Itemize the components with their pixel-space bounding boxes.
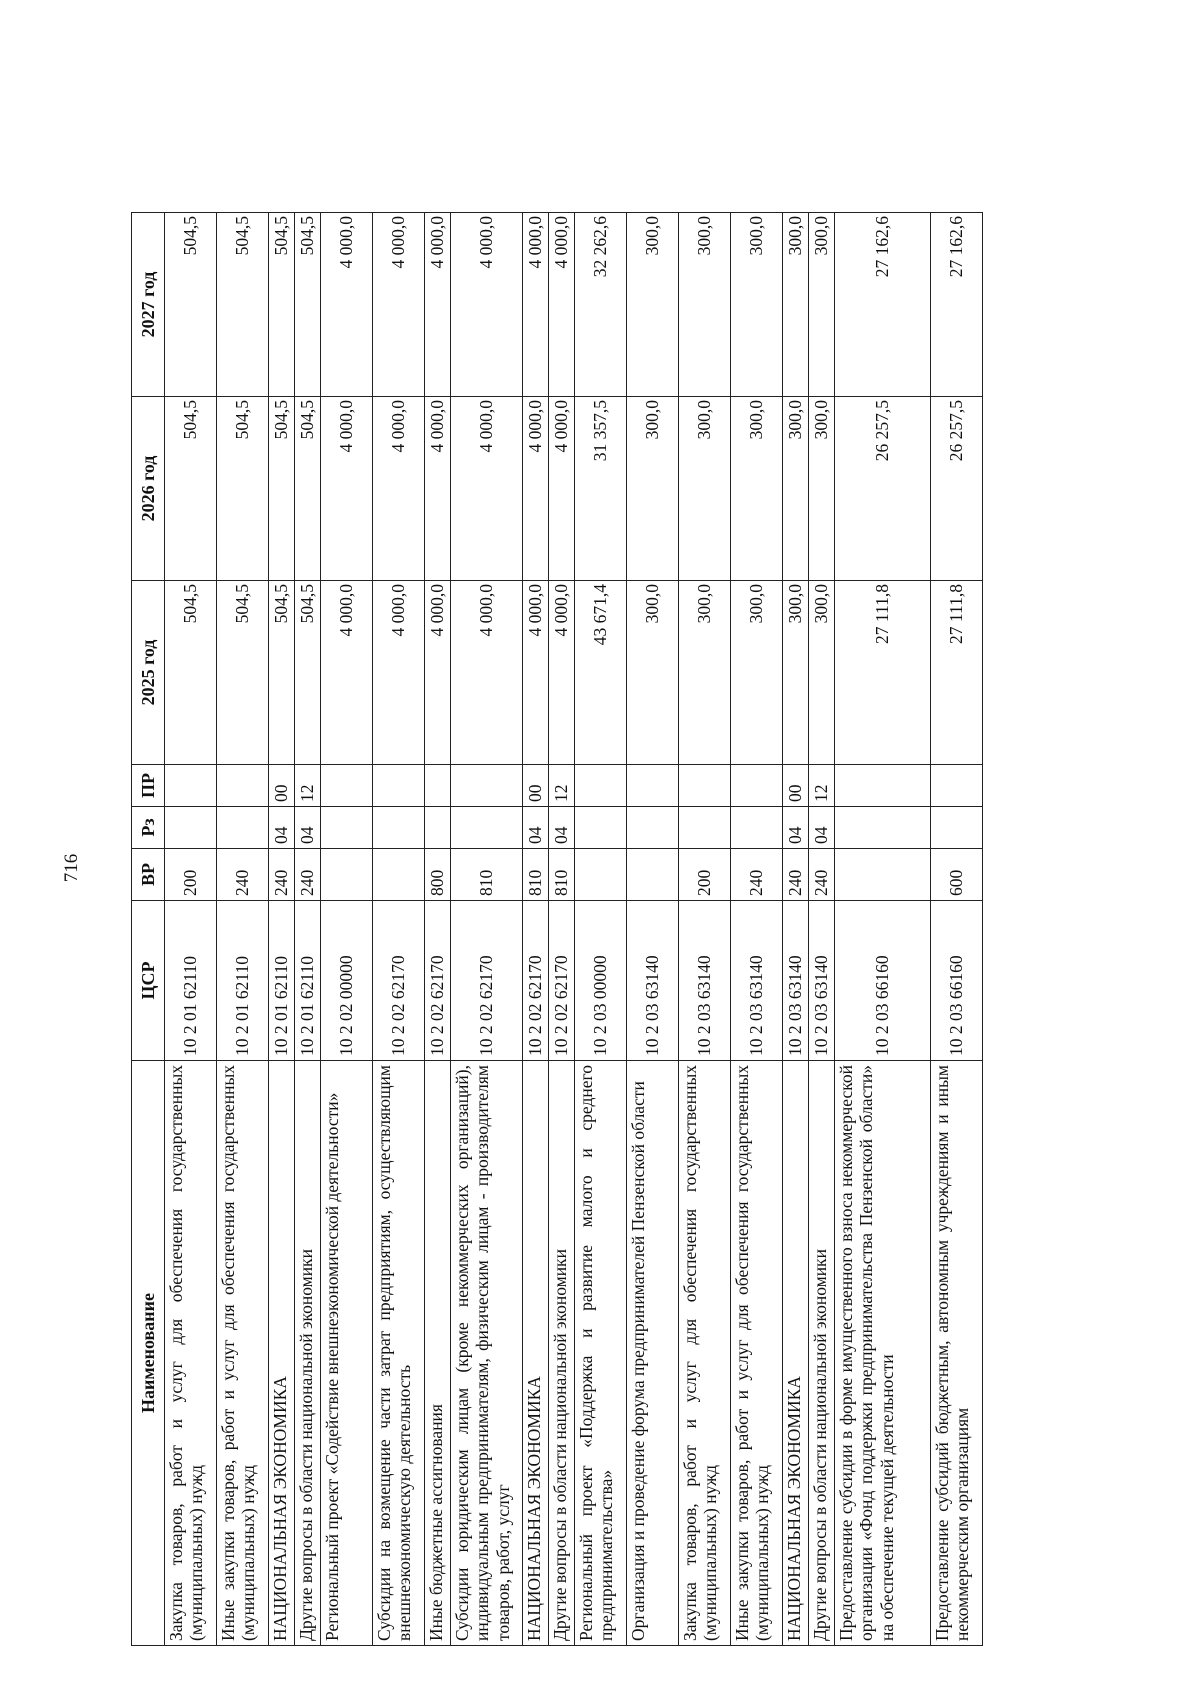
cell-csr: 10 2 02 00000 — [321, 901, 373, 1061]
cell-2026: 31 357,5 — [575, 397, 627, 581]
header-csr: ЦСР — [132, 901, 165, 1061]
cell-rz — [373, 807, 425, 849]
cell-csr: 10 2 01 62110 — [295, 901, 321, 1061]
cell-2026: 26 257,5 — [835, 397, 931, 581]
cell-2025: 4 000,0 — [523, 581, 549, 765]
cell-vr: 240 — [269, 849, 295, 901]
header-pr: ПР — [132, 765, 165, 807]
cell-csr: 10 2 01 62110 — [217, 901, 269, 1061]
cell-2025: 300,0 — [809, 581, 835, 765]
cell-rz — [835, 807, 931, 849]
cell-csr: 10 2 03 63140 — [783, 901, 809, 1061]
cell-vr — [627, 849, 679, 901]
table-row — [269, 213, 295, 1646]
cell-rz — [217, 807, 269, 849]
cell-2025: 4 000,0 — [425, 581, 451, 765]
cell-2027: 300,0 — [783, 213, 809, 397]
cell-2025: 4 000,0 — [373, 581, 425, 765]
cell-rz — [425, 807, 451, 849]
cell-vr: 810 — [451, 849, 523, 901]
cell-2027: 4 000,0 — [451, 213, 523, 397]
cell-2026: 4 000,0 — [321, 397, 373, 581]
table-row — [373, 213, 425, 1646]
table-row — [931, 213, 983, 1646]
cell-csr: 10 2 03 66160 — [835, 901, 931, 1061]
cell-name: НАЦИОНАЛЬНАЯ ЭКОНОМИКА — [269, 1061, 295, 1646]
cell-vr: 240 — [217, 849, 269, 901]
cell-2025: 43 671,4 — [575, 581, 627, 765]
cell-pr — [627, 765, 679, 807]
cell-2025: 27 111,8 — [931, 581, 983, 765]
cell-vr: 810 — [549, 849, 575, 901]
cell-csr: 10 2 03 63140 — [679, 901, 731, 1061]
table-row — [217, 213, 269, 1646]
header-2025: 2025 год — [132, 581, 165, 765]
cell-2026: 300,0 — [679, 397, 731, 581]
table-row — [627, 213, 679, 1646]
cell-pr — [321, 765, 373, 807]
header-2027: 2027 год — [132, 213, 165, 397]
cell-rz — [731, 807, 783, 849]
cell-vr: 240 — [783, 849, 809, 901]
cell-csr: 10 2 02 62170 — [549, 901, 575, 1061]
cell-vr — [835, 849, 931, 901]
cell-2027: 32 262,6 — [575, 213, 627, 397]
cell-2026: 300,0 — [627, 397, 679, 581]
page-number: 716 — [61, 853, 82, 883]
cell-rz — [575, 807, 627, 849]
cell-name: Иные бюджетные ассигнования — [425, 1061, 451, 1646]
cell-2025: 300,0 — [731, 581, 783, 765]
cell-2025: 504,5 — [269, 581, 295, 765]
cell-2025: 4 000,0 — [321, 581, 373, 765]
cell-csr: 10 2 03 63140 — [809, 901, 835, 1061]
cell-2027: 4 000,0 — [373, 213, 425, 397]
cell-rz — [451, 807, 523, 849]
cell-pr — [575, 765, 627, 807]
cell-2025: 300,0 — [679, 581, 731, 765]
budget-table-container — [131, 213, 1131, 1646]
cell-2027: 4 000,0 — [321, 213, 373, 397]
cell-name: Региональный проект «Содействие внешнеэкономической деятельности» — [321, 1061, 373, 1646]
cell-2025: 27 111,8 — [835, 581, 931, 765]
cell-pr: 12 — [809, 765, 835, 807]
cell-vr: 200 — [679, 849, 731, 901]
cell-vr: 240 — [731, 849, 783, 901]
cell-2027: 300,0 — [731, 213, 783, 397]
cell-2026: 26 257,5 — [931, 397, 983, 581]
cell-2026: 4 000,0 — [549, 397, 575, 581]
cell-2026: 504,5 — [295, 397, 321, 581]
table-row — [295, 213, 321, 1646]
cell-vr — [575, 849, 627, 901]
table-row — [575, 213, 627, 1646]
cell-name: НАЦИОНАЛЬНАЯ ЭКОНОМИКА — [783, 1061, 809, 1646]
cell-rz — [321, 807, 373, 849]
cell-2027: 504,5 — [165, 213, 217, 397]
cell-name: Закупка товаров, работ и услуг для обеспечения государственных (муниципальных) нужд — [165, 1061, 217, 1646]
cell-pr — [217, 765, 269, 807]
cell-2025: 504,5 — [217, 581, 269, 765]
cell-name: Закупка товаров, работ и услуг для обеспечения государственных (муниципальных) нужд — [679, 1061, 731, 1646]
cell-2027: 300,0 — [679, 213, 731, 397]
cell-vr: 240 — [295, 849, 321, 901]
cell-name: Региональный проект «Поддержка и развитие малого и среднего предпринимательства» — [575, 1061, 627, 1646]
cell-2027: 504,5 — [269, 213, 295, 397]
table-row — [549, 213, 575, 1646]
cell-2026: 300,0 — [809, 397, 835, 581]
header-name: Наименование — [132, 1061, 165, 1646]
cell-2026: 504,5 — [217, 397, 269, 581]
cell-vr: 200 — [165, 849, 217, 901]
header-2026: 2026 год — [132, 397, 165, 581]
cell-csr: 10 2 01 62110 — [165, 901, 217, 1061]
table-row — [321, 213, 373, 1646]
cell-rz: 04 — [523, 807, 549, 849]
cell-pr — [835, 765, 931, 807]
cell-csr: 10 2 02 62170 — [425, 901, 451, 1061]
cell-2027: 300,0 — [809, 213, 835, 397]
table-row — [679, 213, 731, 1646]
table-row — [523, 213, 549, 1646]
cell-csr: 10 2 03 66160 — [931, 901, 983, 1061]
table-row — [809, 213, 835, 1646]
cell-2026: 4 000,0 — [373, 397, 425, 581]
cell-rz — [931, 807, 983, 849]
cell-2025: 300,0 — [783, 581, 809, 765]
cell-pr — [373, 765, 425, 807]
cell-pr — [679, 765, 731, 807]
cell-2027: 4 000,0 — [425, 213, 451, 397]
cell-name: НАЦИОНАЛЬНАЯ ЭКОНОМИКА — [523, 1061, 549, 1646]
cell-vr: 810 — [523, 849, 549, 901]
cell-name: Иные закупки товаров, работ и услуг для обеспечения государственных (муниципальных) нужд — [731, 1061, 783, 1646]
cell-vr: 600 — [931, 849, 983, 901]
cell-name: Предоставление субсидий бюджетным, автономным учреждениям и иным некоммерческим организациям — [931, 1061, 983, 1646]
cell-rz: 04 — [549, 807, 575, 849]
cell-2026: 300,0 — [783, 397, 809, 581]
table-row — [165, 213, 217, 1646]
cell-csr: 10 2 01 62110 — [269, 901, 295, 1061]
cell-name: Другие вопросы в области национальной экономики — [809, 1061, 835, 1646]
cell-name: Субсидии на возмещение части затрат предприятиям, осуществляющим внешнеэкономическую деятельность — [373, 1061, 425, 1646]
table-row — [425, 213, 451, 1646]
cell-vr — [321, 849, 373, 901]
cell-vr — [373, 849, 425, 901]
cell-rz — [165, 807, 217, 849]
budget-table — [131, 212, 983, 1646]
cell-name: Субсидии юридическим лицам (кроме некоммерческих организаций), индивидуальным предпринимателям, физическим лицам - производителям товаров, работ, услуг — [451, 1061, 523, 1646]
header-rz: Рз — [132, 807, 165, 849]
cell-2025: 504,5 — [295, 581, 321, 765]
cell-vr: 800 — [425, 849, 451, 901]
cell-2025: 4 000,0 — [451, 581, 523, 765]
cell-2026: 4 000,0 — [523, 397, 549, 581]
cell-2027: 27 162,6 — [835, 213, 931, 397]
cell-2027: 504,5 — [217, 213, 269, 397]
header-row — [132, 213, 165, 1646]
cell-pr — [731, 765, 783, 807]
cell-2027: 4 000,0 — [523, 213, 549, 397]
cell-rz: 04 — [269, 807, 295, 849]
cell-pr: 00 — [523, 765, 549, 807]
cell-csr: 10 2 03 63140 — [731, 901, 783, 1061]
cell-2027: 27 162,6 — [931, 213, 983, 397]
cell-2025: 4 000,0 — [549, 581, 575, 765]
cell-pr: 12 — [295, 765, 321, 807]
cell-rz: 04 — [295, 807, 321, 849]
cell-pr — [165, 765, 217, 807]
table-row — [783, 213, 809, 1646]
cell-vr: 240 — [809, 849, 835, 901]
cell-rz — [679, 807, 731, 849]
cell-2025: 504,5 — [165, 581, 217, 765]
cell-2026: 4 000,0 — [451, 397, 523, 581]
cell-2025: 300,0 — [627, 581, 679, 765]
cell-2026: 300,0 — [731, 397, 783, 581]
header-vr: ВР — [132, 849, 165, 901]
cell-pr: 12 — [549, 765, 575, 807]
cell-csr: 10 2 02 62170 — [523, 901, 549, 1061]
cell-rz — [627, 807, 679, 849]
table-row — [835, 213, 931, 1646]
cell-name: Организация и проведение форума предпринимателей Пензенской области — [627, 1061, 679, 1646]
cell-name: Иные закупки товаров, работ и услуг для обеспечения государственных (муниципальных) нужд — [217, 1061, 269, 1646]
cell-2027: 300,0 — [627, 213, 679, 397]
cell-rz: 04 — [809, 807, 835, 849]
cell-2027: 504,5 — [295, 213, 321, 397]
cell-2026: 4 000,0 — [425, 397, 451, 581]
cell-csr: 10 2 02 62170 — [373, 901, 425, 1061]
cell-2026: 504,5 — [269, 397, 295, 581]
cell-rz: 04 — [783, 807, 809, 849]
cell-pr — [931, 765, 983, 807]
cell-pr: 00 — [783, 765, 809, 807]
cell-csr: 10 2 02 62170 — [451, 901, 523, 1061]
cell-name: Предоставление субсидии в форме имущественного взноса некоммерческой организации «Фонд поддержки предпринимательства Пензенской области» на обеспечение текущей деятельности — [835, 1061, 931, 1646]
cell-name: Другие вопросы в области национальной экономики — [549, 1061, 575, 1646]
cell-pr — [425, 765, 451, 807]
cell-pr: 00 — [269, 765, 295, 807]
table-row — [451, 213, 523, 1646]
table-row — [731, 213, 783, 1646]
cell-pr — [451, 765, 523, 807]
cell-2026: 504,5 — [165, 397, 217, 581]
cell-csr: 10 2 03 00000 — [575, 901, 627, 1061]
cell-csr: 10 2 03 63140 — [627, 901, 679, 1061]
cell-2027: 4 000,0 — [549, 213, 575, 397]
cell-name: Другие вопросы в области национальной экономики — [295, 1061, 321, 1646]
